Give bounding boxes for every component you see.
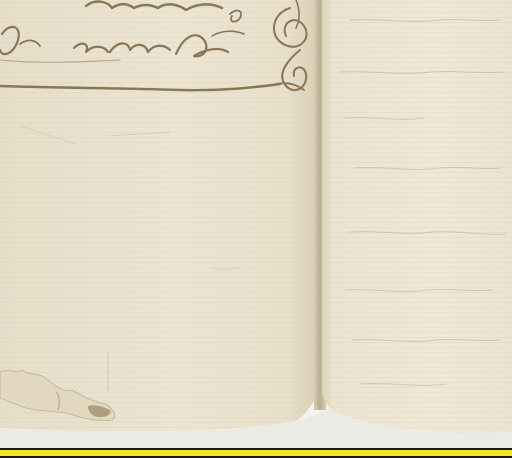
bottom-yellow-bar [0, 450, 512, 456]
right-page-texture [322, 0, 512, 433]
